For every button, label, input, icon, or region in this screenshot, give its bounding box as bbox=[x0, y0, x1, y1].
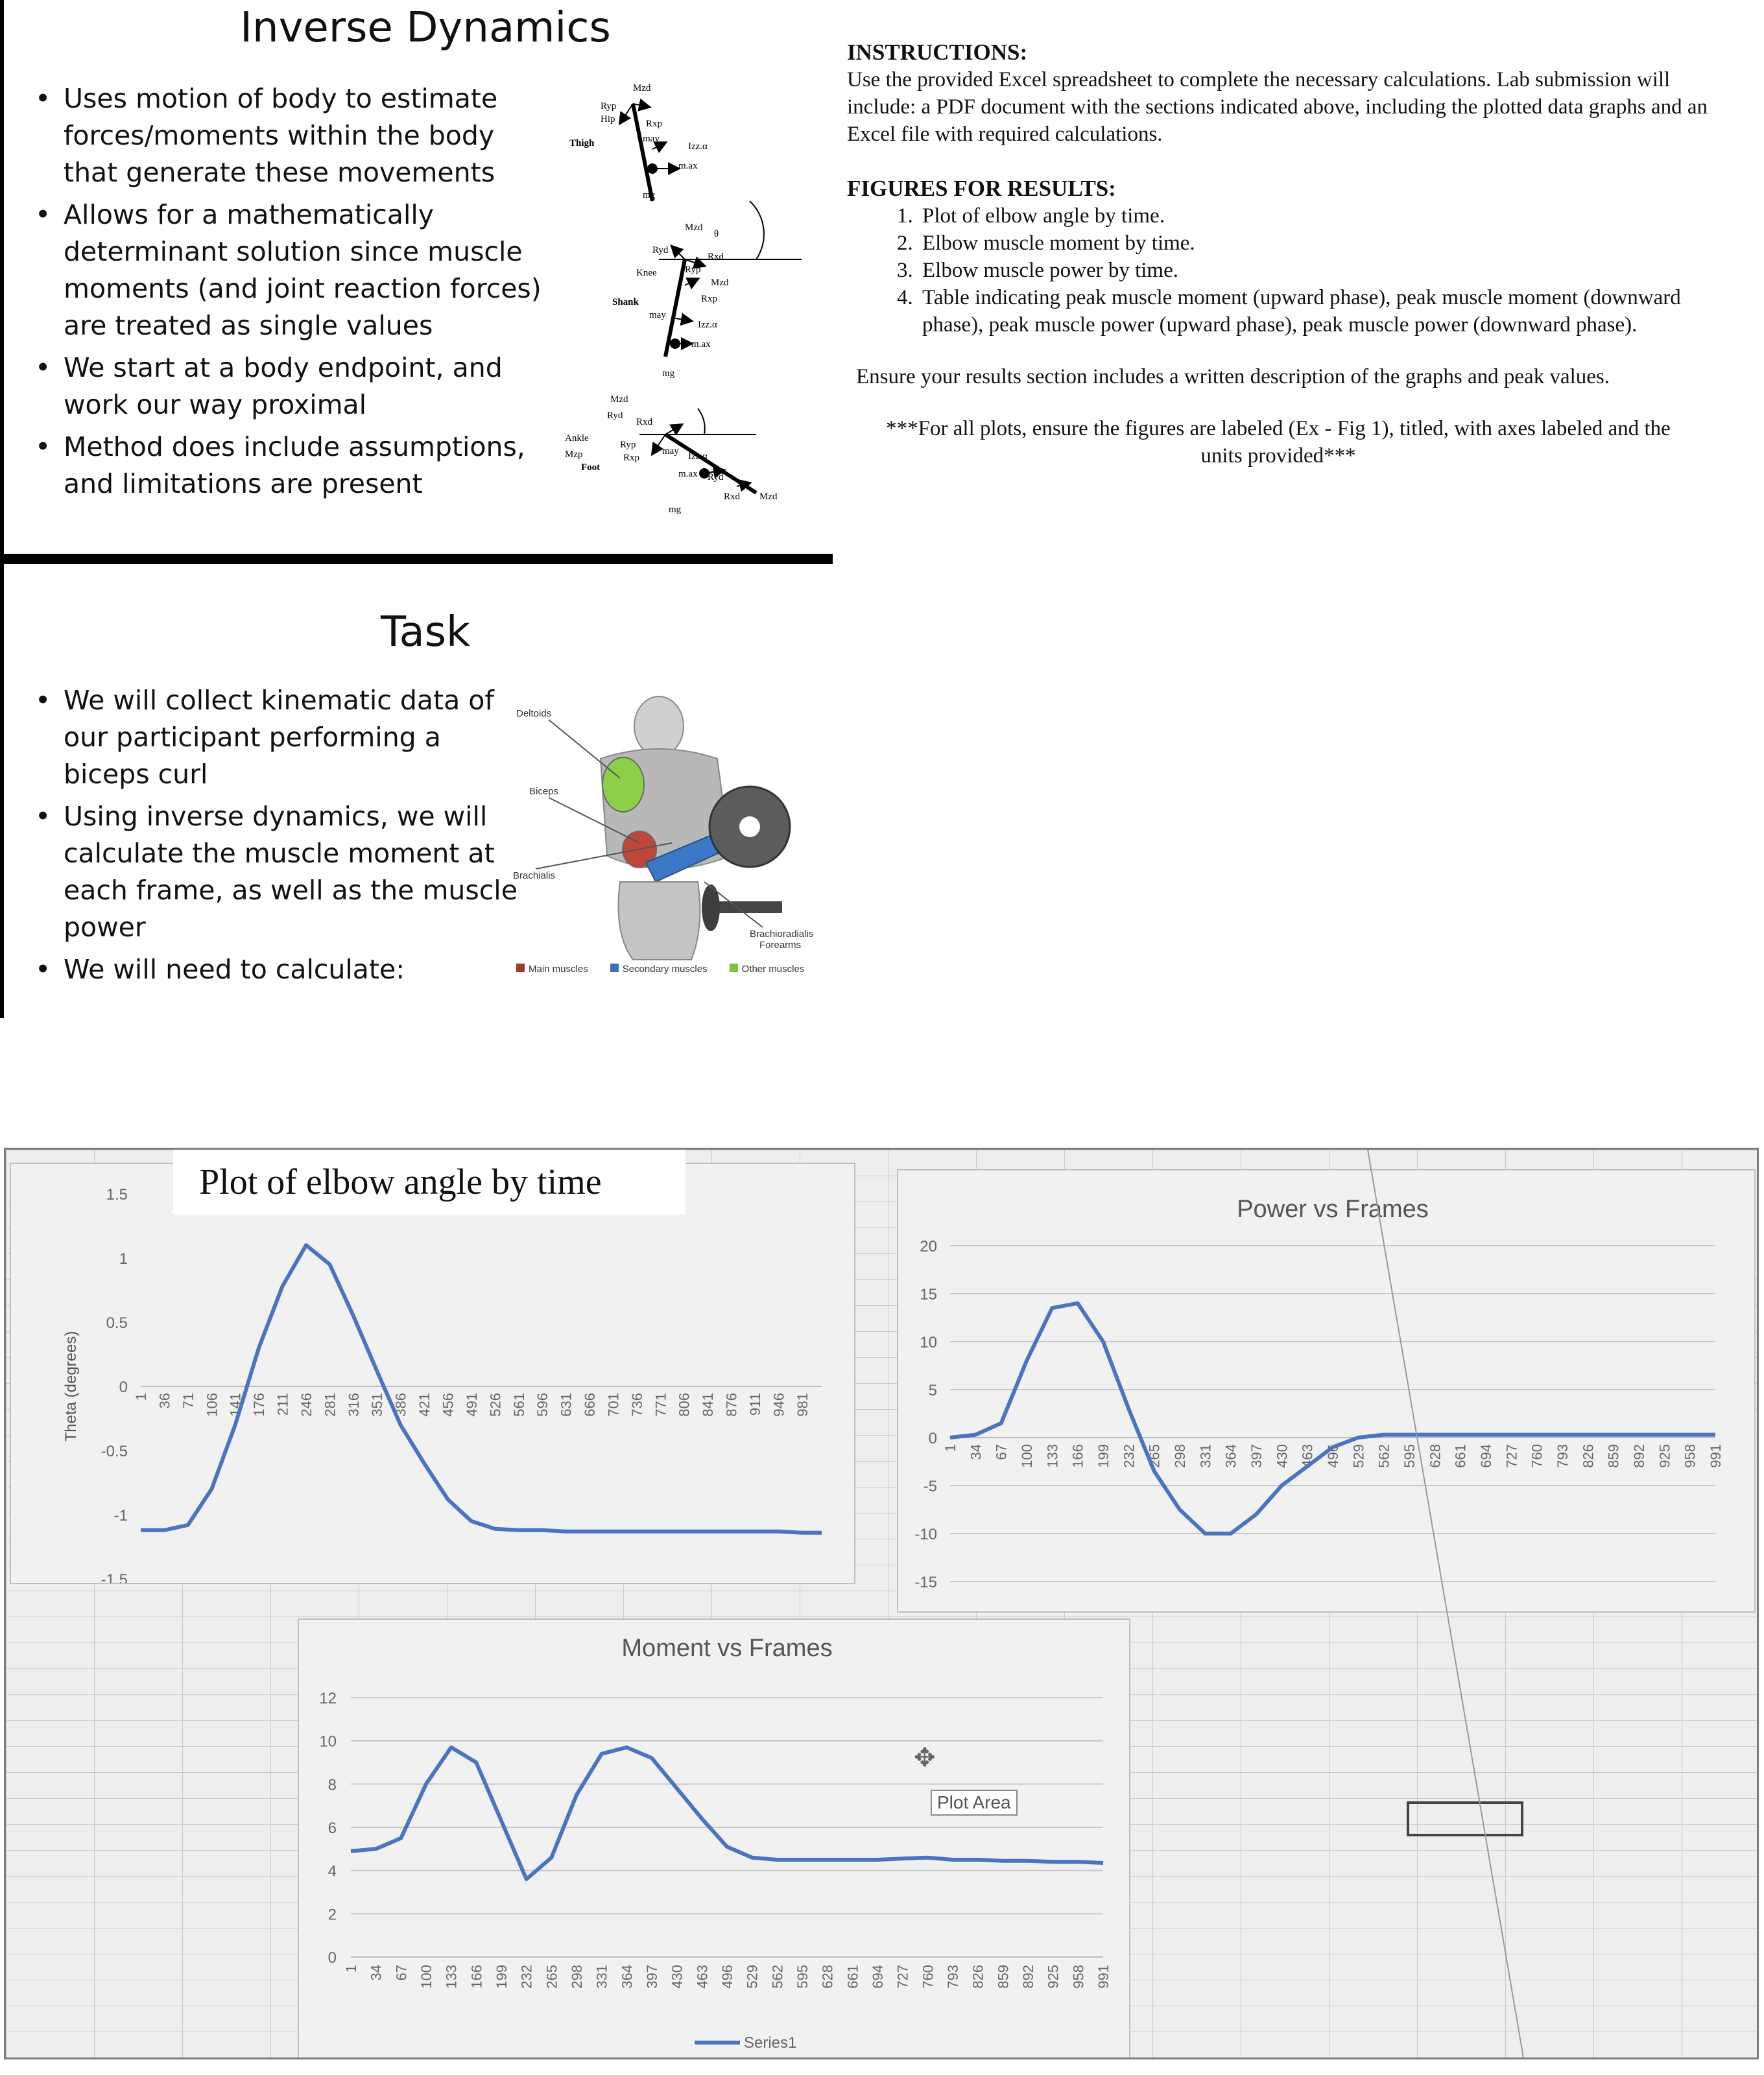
label-rxp: Rxp bbox=[646, 119, 663, 129]
x-tick-label: 331 bbox=[1197, 1444, 1214, 1468]
slide-title: Task bbox=[380, 608, 471, 656]
x-tick-label: 529 bbox=[744, 1965, 761, 1989]
x-tick-label: 925 bbox=[1656, 1444, 1673, 1468]
x-tick-label: 265 bbox=[1146, 1444, 1163, 1468]
bullet-item: • Method does include assumptions, and limitations are present bbox=[30, 429, 549, 503]
label-rxp-2: Rxp bbox=[701, 294, 718, 304]
x-tick-label: 727 bbox=[1503, 1444, 1520, 1468]
x-tick-label: 946 bbox=[770, 1393, 787, 1417]
x-tick-label: 397 bbox=[644, 1965, 660, 1989]
x-tick-label: 727 bbox=[894, 1965, 911, 1989]
bullet-item: • We start at a body endpoint, and work our way proximal bbox=[30, 350, 549, 423]
label-hip: Hip bbox=[601, 114, 615, 124]
label-forearms: Forearms bbox=[759, 940, 802, 951]
x-tick-label: 991 bbox=[1095, 1965, 1112, 1989]
x-tick-label: 133 bbox=[1044, 1444, 1061, 1468]
label-izz: Izz.α bbox=[688, 141, 708, 152]
legend-swatch-secondary bbox=[610, 964, 619, 972]
y-tick-label: 12 bbox=[319, 1690, 337, 1707]
labeling-note: ***For all plots, ensure the figures are labeled (Ex - Fig 1), titled, with axes labeled and the units provided*** bbox=[886, 417, 1671, 468]
label-may-3: may bbox=[662, 446, 679, 456]
y-tick-label: -0.5 bbox=[101, 1443, 128, 1460]
label-knee: Knee bbox=[636, 268, 657, 278]
instructions-heading: INSTRUCTIONS: bbox=[847, 40, 1028, 65]
label-izz-2: Izz.α bbox=[698, 320, 717, 330]
label-ryd: Ryd bbox=[652, 245, 669, 255]
x-tick-label: 265 bbox=[543, 1965, 560, 1989]
legend-swatch-other bbox=[730, 964, 738, 972]
y-tick-label: -1.5 bbox=[101, 1571, 128, 1583]
x-tick-label: 529 bbox=[1350, 1444, 1367, 1468]
label-mzd-5: Mzd bbox=[759, 492, 778, 502]
x-tick-label: 199 bbox=[1095, 1444, 1112, 1468]
y-axis-label: Theta (degrees) bbox=[62, 1331, 80, 1442]
x-tick-label: 631 bbox=[558, 1393, 575, 1417]
y-tick-label: 1.5 bbox=[106, 1186, 128, 1204]
label-ryp: Ryp bbox=[601, 101, 617, 112]
label-mg-2: mg bbox=[662, 368, 675, 379]
label-max: m.ax bbox=[678, 161, 698, 171]
label-mzd: Mzd bbox=[633, 83, 651, 93]
legend-item bbox=[516, 964, 588, 975]
figures-heading: FIGURES FOR RESULTS: bbox=[847, 176, 1116, 201]
spreadsheet-area[interactable] bbox=[4, 1148, 1759, 2059]
label-izz-3: Izz.α bbox=[688, 451, 708, 462]
x-tick-label: 71 bbox=[180, 1393, 197, 1409]
x-tick-label: 106 bbox=[204, 1393, 220, 1417]
figure-item: 1. Plot of elbow angle by time. bbox=[918, 202, 1710, 230]
y-tick-label: 8 bbox=[328, 1776, 337, 1794]
x-tick-label: 911 bbox=[746, 1393, 763, 1416]
chart-title: Power vs Frames bbox=[1237, 1196, 1429, 1223]
y-tick-label: 1 bbox=[119, 1250, 128, 1268]
x-tick-label: 793 bbox=[1555, 1444, 1571, 1468]
x-tick-label: 892 bbox=[1631, 1444, 1647, 1468]
x-tick-label: 561 bbox=[510, 1393, 527, 1417]
figure-caption: Plot of elbow angle by time bbox=[173, 1150, 685, 1215]
instructions-body: Use the provided Excel spreadsheet to complete the necessary calculations. Lab submission will include: a PDF document with the sections indicated above, including the plotted data graphs and an Excel file with required calculations. bbox=[847, 68, 1708, 146]
bullet-item: • We will collect kinematic data of our participant performing a biceps curl bbox=[30, 682, 523, 793]
label-mzd-4: Mzd bbox=[610, 394, 628, 405]
x-tick-label: 386 bbox=[392, 1393, 409, 1417]
x-tick-label: 562 bbox=[769, 1965, 786, 1989]
x-tick-label: 793 bbox=[945, 1965, 961, 1989]
slide-title: Inverse Dynamics bbox=[240, 4, 611, 52]
bullet-item: • Uses motion of body to estimate forces/moments within the body that generate these movements bbox=[30, 80, 549, 191]
label-brachialis: Brachialis bbox=[513, 870, 556, 881]
x-tick-label: 859 bbox=[1605, 1444, 1622, 1468]
x-tick-label: 176 bbox=[251, 1393, 268, 1417]
move-cursor-icon: ✥ bbox=[914, 1743, 936, 1773]
x-tick-label: 826 bbox=[970, 1965, 986, 1989]
figure-item: 2. Elbow muscle moment by time. bbox=[918, 230, 1710, 257]
label-theta: θ bbox=[714, 229, 719, 239]
bullet-item: • We will need to calculate: bbox=[30, 951, 523, 988]
label-ryd-3: Ryd bbox=[708, 472, 724, 482]
legend-label: Secondary muscles bbox=[622, 964, 708, 975]
x-tick-label: 694 bbox=[870, 1965, 886, 1989]
label-thigh: Thigh bbox=[569, 138, 595, 148]
x-tick-label: 397 bbox=[1248, 1444, 1265, 1468]
x-tick-label: 666 bbox=[582, 1393, 599, 1417]
y-tick-label: 10 bbox=[319, 1733, 337, 1751]
x-tick-label: 100 bbox=[1019, 1444, 1035, 1468]
ensure-note: Ensure your results section includes a written description of the graphs and peak values. bbox=[856, 365, 1610, 388]
y-tick-label: -5 bbox=[923, 1478, 937, 1495]
x-tick-label: 133 bbox=[443, 1965, 460, 1989]
figure-item: 4. Table indicating peak muscle moment (upward phase), peak muscle moment (downward phase), peak muscle power (upward phase), peak muscle power (downward phase). bbox=[918, 284, 1710, 338]
x-tick-label: 925 bbox=[1045, 1965, 1062, 1989]
y-tick-label: 5 bbox=[928, 1382, 937, 1399]
legend-label: Other muscles bbox=[741, 964, 805, 975]
x-tick-label: 596 bbox=[534, 1393, 551, 1417]
label-rxd-2: Rxd bbox=[636, 417, 653, 427]
x-tick-label: 958 bbox=[1070, 1965, 1087, 1989]
legend-swatch-main bbox=[516, 964, 525, 972]
x-tick-label: 364 bbox=[619, 1965, 636, 1989]
label-mg-3: mg bbox=[669, 504, 682, 515]
x-tick-label: 661 bbox=[1452, 1444, 1469, 1468]
label-max-2: m.ax bbox=[691, 339, 711, 350]
x-tick-label: 595 bbox=[1401, 1444, 1418, 1468]
label-rxp-3: Rxp bbox=[623, 453, 640, 463]
x-tick-label: 701 bbox=[605, 1393, 622, 1417]
slide-task bbox=[0, 564, 833, 1018]
y-tick-label: -1 bbox=[113, 1507, 128, 1524]
label-biceps: Biceps bbox=[529, 786, 559, 797]
x-tick-label: 760 bbox=[1529, 1444, 1545, 1468]
x-tick-label: 36 bbox=[156, 1393, 173, 1409]
x-tick-label: 199 bbox=[494, 1965, 510, 1989]
label-mzd-2: Mzd bbox=[685, 222, 703, 233]
y-tick-label: 0 bbox=[928, 1430, 937, 1447]
y-tick-label: 0 bbox=[119, 1379, 128, 1396]
x-tick-label: 496 bbox=[719, 1965, 735, 1989]
x-tick-label: 463 bbox=[694, 1965, 711, 1989]
x-tick-label: 892 bbox=[1020, 1965, 1036, 1989]
label-may-2: may bbox=[649, 310, 666, 320]
x-tick-label: 496 bbox=[1325, 1444, 1341, 1468]
x-tick-label: 100 bbox=[418, 1965, 435, 1989]
x-tick-label: 298 bbox=[569, 1965, 585, 1989]
x-tick-label: 1 bbox=[343, 1965, 359, 1973]
y-tick-label: 4 bbox=[328, 1862, 337, 1880]
y-tick-label: 20 bbox=[920, 1238, 937, 1255]
bullet-item: • Using inverse dynamics, we will calculate the muscle moment at each frame, as well as the muscle power bbox=[30, 798, 523, 946]
x-tick-label: 736 bbox=[628, 1393, 645, 1417]
y-tick-label: 0.5 bbox=[106, 1314, 128, 1332]
legend-label: Series1 bbox=[744, 2034, 797, 2052]
x-tick-label: 166 bbox=[1069, 1444, 1086, 1468]
muscle-legend bbox=[516, 964, 828, 975]
label-ankle: Ankle bbox=[565, 433, 589, 444]
y-tick-label: 0 bbox=[328, 1949, 337, 1967]
x-tick-label: 67 bbox=[393, 1965, 410, 1981]
x-tick-label: 491 bbox=[463, 1393, 480, 1417]
label-rxd-3: Rxd bbox=[724, 492, 741, 502]
x-tick-label: 430 bbox=[1274, 1444, 1291, 1468]
x-tick-label: 421 bbox=[416, 1393, 433, 1417]
x-tick-label: 34 bbox=[368, 1965, 385, 1981]
bullet-list bbox=[30, 80, 549, 508]
x-tick-label: 1 bbox=[133, 1393, 149, 1401]
label-deltoids: Deltoids bbox=[516, 708, 552, 719]
figures-list bbox=[847, 202, 1710, 338]
label-ryp-3: Ryp bbox=[620, 440, 636, 450]
label-mzd-3: Mzd bbox=[711, 278, 729, 288]
x-tick-label: 694 bbox=[1478, 1444, 1494, 1468]
x-tick-label: 211 bbox=[274, 1393, 291, 1416]
x-tick-label: 364 bbox=[1222, 1444, 1239, 1468]
y-tick-label: 10 bbox=[920, 1334, 937, 1351]
label-mzp: Mzp bbox=[565, 449, 583, 460]
x-tick-label: 661 bbox=[844, 1965, 861, 1989]
biceps-curl-illustration bbox=[510, 687, 834, 966]
x-tick-label: 463 bbox=[1299, 1444, 1316, 1468]
x-tick-label: 141 bbox=[227, 1393, 244, 1417]
x-tick-label: 526 bbox=[487, 1393, 504, 1417]
y-tick-label: 6 bbox=[328, 1820, 337, 1837]
x-tick-label: 331 bbox=[593, 1965, 610, 1989]
x-tick-label: 430 bbox=[669, 1965, 685, 1989]
x-tick-label: 628 bbox=[1427, 1444, 1444, 1468]
x-tick-label: 316 bbox=[345, 1393, 362, 1417]
label-brachioradialis: Brachioradialis bbox=[750, 929, 814, 940]
legend-item bbox=[610, 964, 708, 975]
free-body-diagram bbox=[562, 71, 834, 525]
label-mg: mg bbox=[643, 190, 656, 200]
slide-inverse-dynamics bbox=[0, 0, 833, 564]
x-tick-label: 34 bbox=[968, 1444, 984, 1460]
label-rxd: Rxd bbox=[708, 252, 724, 262]
chart-title: Moment vs Frames bbox=[621, 1635, 833, 1662]
x-tick-label: 1 bbox=[942, 1444, 959, 1452]
x-tick-label: 771 bbox=[652, 1393, 669, 1417]
x-tick-label: 351 bbox=[369, 1393, 386, 1417]
y-tick-label: 15 bbox=[920, 1286, 937, 1303]
x-tick-label: 760 bbox=[920, 1965, 936, 1989]
legend-item bbox=[730, 964, 805, 975]
x-tick-label: 232 bbox=[518, 1965, 535, 1989]
x-tick-label: 981 bbox=[794, 1393, 811, 1417]
label-shank: Shank bbox=[612, 297, 639, 307]
legend-label: Main muscles bbox=[529, 964, 588, 975]
x-tick-label: 958 bbox=[1682, 1444, 1698, 1468]
x-tick-label: 628 bbox=[819, 1965, 836, 1989]
x-tick-label: 166 bbox=[468, 1965, 485, 1989]
instructions-panel bbox=[847, 39, 1710, 469]
x-tick-label: 232 bbox=[1121, 1444, 1138, 1468]
x-tick-label: 281 bbox=[322, 1393, 339, 1417]
y-tick-label: -10 bbox=[914, 1526, 937, 1543]
bullet-item: • Allows for a mathematically determinant solution since muscle moments (and joint reaction forces) are treated as single values bbox=[30, 196, 549, 344]
x-tick-label: 991 bbox=[1708, 1444, 1724, 1468]
label-ryp-2: Ryp bbox=[685, 265, 701, 275]
x-tick-label: 826 bbox=[1580, 1444, 1597, 1468]
x-tick-label: 859 bbox=[995, 1965, 1012, 1989]
x-tick-label: 456 bbox=[440, 1393, 457, 1417]
label-max-3: m.ax bbox=[678, 469, 698, 479]
bullet-list bbox=[30, 682, 523, 993]
y-tick-label: -15 bbox=[914, 1574, 937, 1591]
label-ryd-2: Ryd bbox=[607, 410, 623, 421]
x-tick-label: 595 bbox=[794, 1965, 811, 1989]
x-tick-label: 246 bbox=[298, 1393, 315, 1417]
y-tick-label: 2 bbox=[328, 1906, 337, 1924]
x-tick-label: 876 bbox=[723, 1393, 740, 1417]
label-may: may bbox=[643, 134, 660, 144]
x-tick-label: 841 bbox=[700, 1393, 717, 1417]
figure-item: 3. Elbow muscle power by time. bbox=[918, 257, 1710, 284]
label-foot: Foot bbox=[581, 462, 601, 473]
x-tick-label: 67 bbox=[993, 1444, 1010, 1460]
x-tick-label: 806 bbox=[676, 1393, 693, 1417]
x-tick-label: 298 bbox=[1172, 1444, 1188, 1468]
glare-line bbox=[6, 1150, 1757, 2057]
plot-area-tooltip: Plot Area bbox=[931, 1790, 1018, 1816]
x-tick-label: 562 bbox=[1376, 1444, 1392, 1468]
